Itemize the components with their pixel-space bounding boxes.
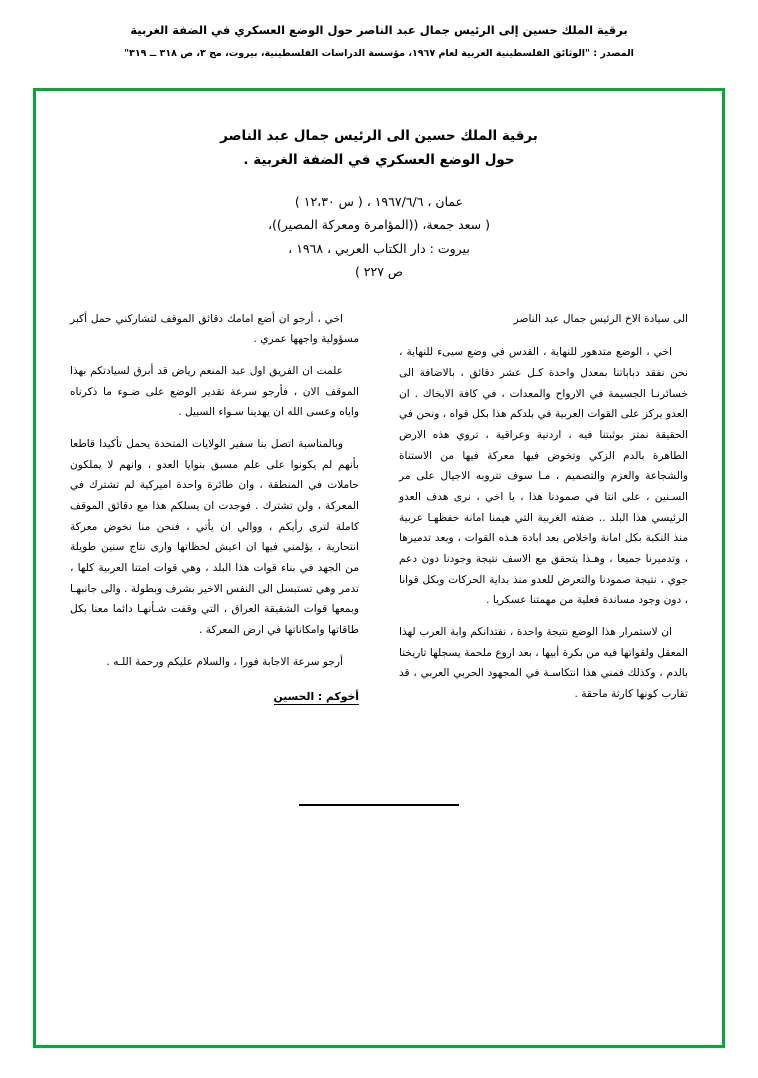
- signature: [70, 686, 359, 707]
- column-left: [70, 309, 359, 716]
- page-header: [0, 0, 758, 60]
- source-citation: المصدر : "الوثائق الفلسطينية العربية لعام ١٩٦٧، مؤسسة الدراسات الفلسطينية، بيروت، مج ٣، ص ٣١٨ ــ ٣١٩": [124, 48, 634, 60]
- paragraph: اخي ، الوضع متدهور للنهاية ، القدس في وضع سيىء للنهاية ، نحن نفقد دباباتنا بمعدل واحدة كـل عشر دقائق ، بالاضافة الى خسائرنـا الجسيمة في الارواح والمعدات ، في كافة الابخاك . ان العدو يركز على القوات العربية في بلدكم هذا بكل قواه ، ونحن في الحقيقة نمتز بوثبتنا فيه ، اردنية وعراقية ، تروي هذه الارض الطاهرة بالدم الزكي وتخوض فيها معركة فيها من الاستناة والشجاعة والعزم والتصميم ، مـا سوف تتروبه الاجيال على مر السـنين ، على انتا في صمودنا هذا ، يا اخي ، نرى هدف العدو الرئيسي هذا البلد .. ضفته الغربية التي هيمنا امانة حفظهـا عربية منذ النكبة بكل امانة واخلاص بعد ابادة هـذه القوات ، وبعد تدميرها ، وتدميرنا جميعا ، وهـذا يتحقق مع الاسف نتيجة وجودنا دون دعم جوي ، نتيجة صمودنا والتعرض للعدو منذ بداية الحركات وبكل قوانا ، دون وجود مساندة فعلية من مهمتنا عسكريا .: [399, 346, 688, 607]
- document-heading-line-1: برقية الملك حسين الى الرئيس جمال عبد الناصر: [220, 128, 538, 144]
- metadata-line-3: بيروت : دار الكتاب العربي ، ١٩٦٨ ،: [288, 240, 470, 256]
- divider-rule: [299, 804, 459, 806]
- signature-text: أخوكم : الحسين: [273, 690, 359, 704]
- green-border-frame: [33, 88, 725, 1048]
- paragraph: اخي ، أرجو ان أضع امامك دقائق الموقف لتشاركني حمل أكبر مسؤولية واجهها عمري .: [70, 312, 359, 346]
- document-metadata: [70, 190, 688, 283]
- frame-content: [36, 91, 722, 1045]
- paragraph: علمت ان الفريق اول عبد المنعم رياض قد أبرق لسيادتكم بهذا الموقف الان ، فأرجو سرعة تقدير الوضع على ضـوء ما ذكرناه واياه وعسى الله ان يهدينا سـواء السبيل .: [70, 365, 359, 419]
- paragraph: ان لاستمرار هذا الوضع نتيجة واحدة ، نفتدانكم وابة العرب لهذا المعقل ولقواتها فيه من بكرة أبيها ، بعد اروع ملحمة يسجلها تاريخنا بالدم ، وكذلك فمني هذا انتكاسـة في المجهود الحربي العربي ، قد تقارب كونها كارثة ماحقة .: [399, 625, 688, 700]
- document-heading-line-2: حول الوضع العسكري في الضفة الغربية .: [243, 151, 515, 168]
- metadata-line-1: عمان ، ١٩٦٧/٦/٦ ، ( س ١٢،٣٠ ): [294, 194, 464, 210]
- salutation: الى سيادة الاخ الرئيس جمال عبد الناصر: [513, 312, 688, 325]
- column-right: [399, 309, 688, 716]
- document-heading: [70, 125, 688, 172]
- metadata-line-4: ص ٢٢٧ ): [354, 263, 404, 279]
- metadata-line-2: ( سعد جمعة، ((المؤامرة ومعركة المصير))،: [268, 217, 490, 233]
- paragraph: وبالمناسبة اتصل بنا سفير الولايات المتحدة يحمل تأكيدا قاطعا بأنهم لم يكونوا على علم مسبق بنوايا العدو ، وانهم لا يملكون حاملات في المنطقة ، وان طائرة واحدة اميركية لم تشترك في المعركة ، ولن تشترك . فوجدت ان يسلكم هذا مع دقائق الموقف كاملة لترى رأيكم ، ووالي ان يأتي ، فنحن منا نخوض معركة انتحارية ، يؤلمني فيها ان اعيش لحظاتها وارى نتاج سنين طويلة من الجهد في بناء قوات هذا البلد ، وهي قوات امتنا العربية كلها ، تدمر وهي تستبسل الى النفس الاخير بشرف وبطولة . والى جانبهـا وبمعها قوات الشقيقة العراق ، التي وقفت شـأنهـا دائما معنا بكل طاقاتها وامكاناتها في ارض المعركة .: [70, 438, 359, 636]
- body-columns: [70, 309, 688, 716]
- page-title: برقية الملك حسين إلى الرئيس جمال عبد الناصر حول الوضع العسكري في الضفة الغربية: [130, 23, 628, 37]
- paragraph: أرجو سرعة الاجابة فورا ، والسلام عليكم ورحمة اللـه .: [106, 655, 343, 668]
